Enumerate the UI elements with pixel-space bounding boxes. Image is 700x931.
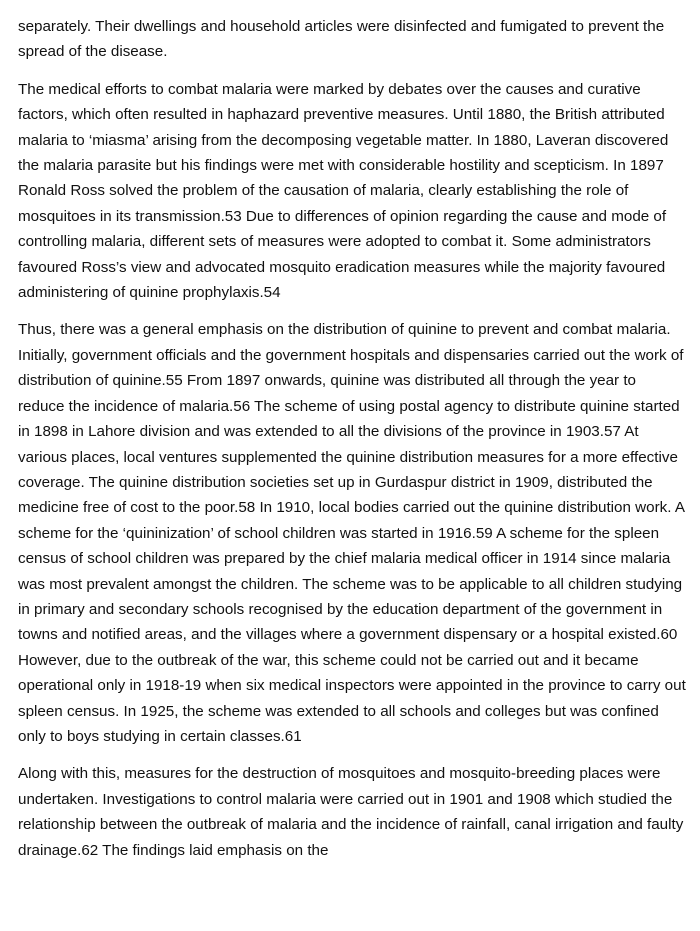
paragraph-quinine-distribution: Thus, there was a general emphasis on the distribution of quinine to prevent and combat malaria. Initially, government officials and the government hospitals and dispensaries carried out the work of distribution of quinine.55 From 1897 onwards, quinine was distributed all through the year to reduce the incidence of malaria.56 The scheme of using postal agency to distribute quinine started in 1898 in Lahore division and was extended to all the divisions of the province in 1903.57 At various places, local ventures supplemented the quinine distribution measures for a more effective coverage. The quinine distribution societies set up in Gurdaspur district in 1909, distributed the medicine free of cost to the poor.58 In 1910, local bodies carried out the quinine distribution work. A scheme for the ‘quininization’ of school children was started in 1916.59 A scheme for the spleen census of school children was prepared by the chief malaria medical officer in 1914 since malaria was most prevalent amongst the children. The scheme was to be applicable to all children studying in primary and secondary schools recognised by the education department of the government in towns and notified areas, and the villages where a government dispensary or a hospital existed.60 However, due to the outbreak of the war, this scheme could not be carried out and it became operational only in 1918-19 when six medical inspectors were appointed in the province to carry out spleen census. In 1925, the scheme was extended to all schools and colleges but was confined only to boys studying in certain classes.61 <box>18 321 686 745</box>
paragraph-mosquito-destruction: Along with this, measures for the destruction of mosquitoes and mosquito-breeding places were undertaken. Investigations to control malaria were carried out in 1901 and 1908 which studied the relationship between the outbreak of malaria and the incidence of rainfall, canal irrigation and faulty drainage.62 The findings laid emphasis on the <box>18 765 684 859</box>
paragraph-continuation: separately. Their dwellings and household articles were disinfected and fumigated to prevent the spread of the disease. <box>18 18 665 61</box>
paragraph-malaria-causes: The medical efforts to combat malaria were marked by debates over the causes and curative factors, which often resulted in haphazard preventive measures. Until 1880, the British attributed malaria to ‘miasma’ arising from the decomposing vegetable matter. In 1880, Laveran discovered the malaria parasite but his findings were met with considerable hostility and scepticism. In 1897 Ronald Ross solved the problem of the causation of malaria, clearly establishing the role of mosquitoes in its transmission.53 Due to differences of opinion regarding the cause and mode of controlling malaria, different sets of measures were adopted to combat it. Some administrators favoured Ross’s view and advocated mosquito eradication measures while the majority favoured administering of quinine prophylaxis.54 <box>18 80 669 302</box>
